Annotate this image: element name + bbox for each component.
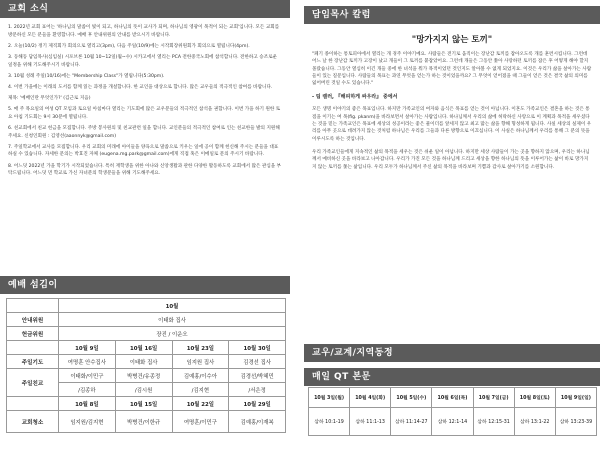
prayer-cell: 이태화 집사	[115, 355, 172, 369]
column-reference: - 팀 켈러, 『해피하게 싸우라』 중에서	[312, 94, 398, 101]
offering-value: 장진 / 이운오	[59, 327, 286, 341]
guide-value: 이태화 집사	[59, 313, 286, 327]
fellowship-cell: /김시원	[115, 383, 172, 397]
worship-helpers-header: 예배 섬김이	[0, 276, 290, 294]
notice-item: 2. 오늘(10/2) 정기 제직회가 회의으로 열리고(3pm), 다음 주일(10/9)에는 시작회장위원회가 회의으로 열립니다(4pm).	[8, 43, 250, 49]
qt-verse: 삼하 12:1-14	[432, 408, 473, 436]
qt-date: 10월 4일(화)	[350, 388, 391, 408]
qt-verse: 삼하 13:23-39	[555, 408, 596, 436]
worship-helpers-table	[6, 298, 286, 433]
qt-date: 10월 8일(토)	[514, 388, 555, 408]
fellowship-label: 주일친교	[7, 369, 59, 397]
prayer-label: 주일기도	[7, 355, 59, 369]
right-column	[304, 0, 600, 463]
cleaning-cell: 박병건/이한규	[115, 411, 172, 433]
prayer-cell: 임지원 집사	[172, 355, 229, 369]
date-cell: 10월 30일	[229, 341, 286, 355]
column-title: "망가지지 않는 토끼"	[411, 35, 493, 45]
fellowship-cell: 김경선/박혜민	[229, 369, 286, 383]
cleaning-cell: 여명훈/이민구	[172, 411, 229, 433]
qt-date: 10월 5일(수)	[391, 388, 432, 408]
daily-qt-table	[308, 387, 597, 436]
qt-verse: 삼하 10:1-19	[309, 408, 350, 436]
column-paragraph: 모든 생명 이야기의 좋은 목표입니다. 하지만 가족교인의 여자와 음식은 목표를 얻는 것이 아닙니다. 이혼도 가족교인은 결혼을 하는 것은 통점을 이기는 여 목(fig. pkanm)을 바라보면서 살아가는 사람입니다. 하나님께서 우리의 삶에 허락하신 사랑으로 이 계획과 목적을 세우셨다는 것을 믿는 가족교인은 목표에 세상의 성공이라는 좋은 물이더를 앞세지 않고 최고 많는 삶을 향해 형성하게 됩니다. 사실 세상의 실제이 우리를 아무 곳으로 데려가지 않는 것처럼 하나님은 우리를 그들과 다른 방향으로 이끄십니다. 이 사실은 하나님께서 우리를 통해 그 분의 뜻을 이루시도록 하는 것입니다.	[312, 107, 592, 142]
church-news-header: 교회 소식	[0, 0, 290, 18]
prayer-cell: 여명훈 안수집사	[59, 355, 116, 369]
date-cell: 10월 29일	[229, 397, 286, 411]
fellowship-cell: 박병건/유종정	[115, 369, 172, 383]
notice-item: 7. 주일학교에서 교사를 모집합니다. 우리 교회의 미래에 아이들을 양육으로 말씀으로 키우는 일에 공이 함께 헌신해 주시는 분들을 대표 하실 수 있습니다. 자세한 문의는 박효진 자체 (eugena.mg.park@gmail.com)에게 직접 혹은 이메일로 문의 주시기 바랍니다.	[8, 144, 279, 158]
notice-list	[0, 18, 290, 178]
daily-qt-header: 매일 QT 본문	[304, 368, 600, 386]
qt-date: 10월 7일(금)	[473, 388, 514, 408]
notice-item: 4. 이번 가을에는 이래의 도서를 함께 읽는 과정을 개설합니다. 한 교인을 대상으로 합니다. 많은 교우들의 적극적인 참여를 바랍니다.	[8, 84, 273, 90]
notice-item: 제목: '예배인란 무엇인가?' (김근로 지음)	[8, 96, 91, 102]
fellowship-cell: /김종하	[59, 383, 116, 397]
qt-verse: 삼하 11:1-13	[350, 408, 391, 436]
month-label: 10월	[59, 299, 286, 313]
offering-label: 헌금위원	[7, 327, 59, 341]
community-news-header: 교우/교계/지역동정	[304, 344, 600, 362]
fellowship-cell: /서은정	[229, 383, 286, 397]
notice-item: 3. 동해동 담임목사(심임실) 시포브론 10월 10~12일(월~수) 시카고에서 열리는 PCA 전한중국노회에 참석합니다. 전한하고 승조로운 일정을 위해 기도해주시기 바랍니다.	[8, 54, 278, 68]
qt-verse: 삼하 12:15-31	[473, 408, 514, 436]
notice-item: 5. 매 주 목요일의 여성 QT 모임과 토요일 아침마다 열리는 기도회에 많은 교우분들의 적극적인 참석을 권합니다. 이번 가을 하기 원한 토요 아침 기도회는 9시 30분에 열립니다.	[8, 107, 281, 120]
date-cell: 10월 9일	[59, 341, 116, 355]
date-cell: 10월 8일	[59, 397, 116, 411]
guide-label: 안내위원	[7, 313, 59, 327]
prayer-cell: 김경선 집사	[229, 355, 286, 369]
qt-date: 10월 3일(월)	[309, 388, 350, 408]
cleaning-label: 교회청소	[7, 411, 59, 433]
column-paragraph: "폐기 종이하는 통토피아에서 열리는 개 경주 이야기예요. 사람들은 전기로 움직이는 장난감 토끼를 잡아오도록 개를 훈련시킵니다. 그런데 어느 날 한 장난감 토끼가 고장이 났고 개들이 그 토끼를 붙잡았어요. 그런데 개들은 그동안 쫓아 사랑하던 토끼를 잡은 후 어떻게 해야 할지 몰랐습니다. 그동안 열심히 이긴 개들 중에 한 녀석을 뭐가 목적이었던 것인지도 알아볼 수 없게 되었지요. 이것은 우리가 삶을 살아가는 사람들이 있는 질문입니다. 사람들의 목표는 과연 무엇을 얻는가 하는 것이었을까요? 그 무엇이 얻어졌을 때 그들이 얻은 것은 결국 삶의 의미를 잃어버린 것일 수도 있습니다."	[312, 52, 592, 87]
left-column	[0, 0, 290, 463]
notice-item: 3. 10월 성례 주일(10/16)에는 "Membership Class"가 열립니다(5:30pm).	[8, 73, 165, 79]
qt-date: 10월 9일(일)	[555, 388, 596, 408]
column-paragraph: 우리 가족교인들에게 지속적인 삶의 목적을 세우는 것은 쉬운 일이 아닙니다. 하지만 세상 사람들이 가는 곳을 향하지 않으며, 우리는 하나님께서 예비하신 곳을 바라보고 나아갑니다. 우리가 가진 모든 것을 하나님께 드리고 세상을 향한 하나님의 뜻을 이루어가는 삶이 바로 망가지지 않는 토끼를 쫓는 삶입니다. 우리 모두가 하나님께서 주신 삶의 목적을 바라보며 기쁨과 감사로 살아가기를 소원합니다.	[312, 149, 590, 170]
date-cell: 10월 23일	[172, 341, 229, 355]
qt-verse: 삼하 13:1-22	[514, 408, 555, 436]
fellowship-cell: 이태화/이민구	[59, 369, 116, 383]
qt-date: 10월 6일(목)	[432, 388, 473, 408]
pastor-column-header: 담임목사 칼럼	[304, 6, 600, 24]
notice-item: 8. 어느덧 2022년 가을 학기가 시작되었습니다. 특히 재학생을 위한 아나와 신앙생활과 관한 다양한 활동하도록 교회에서 많은 관심을 부탁드립니다. 어느덧 먼 학교로 가신 자녀분의 학생분들을 위해 기도해주세요.	[8, 163, 282, 177]
date-cell: 10월 15일	[115, 397, 172, 411]
cleaning-cell: 임지원/김지현	[59, 411, 116, 433]
fellowship-cell: 김예홍/이수아	[172, 369, 229, 383]
cleaning-cell: 김예홍/이재복	[229, 411, 286, 433]
date-cell: 10월 22일	[172, 397, 229, 411]
date-cell: 10월 16일	[115, 341, 172, 355]
notice-item: 1. 2022년 교회 표어는 '하나님의 말씀이 빛이 되고, 하나님의 뜻이 교사가 되며, 하나님의 영광이 목적이 되는 교회'입니다. 모든 교회를 방문하신 모든 분들을 환영합니다. 예배 후 안내위원의 안내를 받으시기 바랍니다.	[8, 25, 280, 38]
notice-item: 6. 친교회에서 친교 헌금을 모집합니다. 주방 봉사원의 및 친교관련 일을 합니다. 교인분들의 적극적인 참여로 인는 친교한들 발의 지원해주세요. 신청인회원 : 김영선(aaonnyk@gmail.com)	[8, 126, 280, 139]
qt-verse: 삼하 11:14-27	[391, 408, 432, 436]
fellowship-cell: /김지현	[172, 383, 229, 397]
